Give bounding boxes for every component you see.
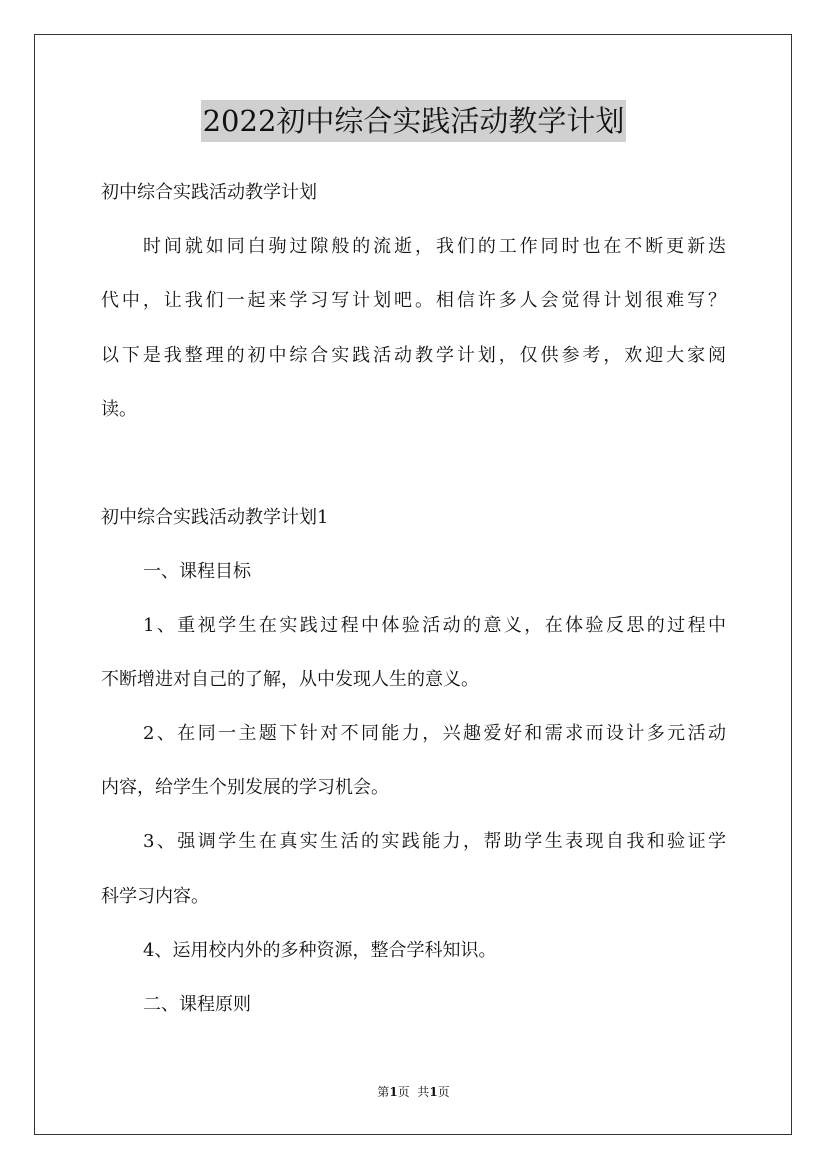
goal-1-line-1: 1、重视学生在实践过程中体验活动的意义，在体验反思的过程中: [143, 615, 726, 636]
goal-2-line-2: 内容，给学生个别发展的学习机会。: [101, 777, 389, 798]
intro-line-1: 时间就如同白驹过隙般的流逝，我们的工作同时也在不断更新迭: [143, 236, 726, 257]
footer-suffix: 页: [437, 1085, 450, 1099]
goal-3-line-2: 科学习内容。: [101, 886, 209, 907]
goal-2-line-1: 2、在同一主题下针对不同能力，兴趣爱好和需求而设计多元活动: [143, 723, 726, 744]
intro-line-2: 代中，让我们一起来学习写计划吧。相信许多人会觉得计划很难写？: [101, 290, 726, 311]
footer-prefix: 第: [377, 1085, 390, 1099]
heading-course-principles: 二、课程原则: [143, 994, 251, 1015]
page-footer: [0, 1084, 827, 1100]
section-heading: 初中综合实践活动教学计划1: [101, 507, 329, 528]
goal-4: 4、运用校内外的多种资源，整合学科知识。: [143, 940, 497, 961]
goal-3-line-1: 3、强调学生在真实生活的实践能力，帮助学生表现自我和验证学: [143, 831, 726, 852]
footer-page-total: 1: [429, 1085, 438, 1099]
document-subtitle: 初中综合实践活动教学计划: [101, 182, 317, 203]
heading-course-goals: 一、课程目标: [143, 561, 251, 582]
goal-1-line-2: 不断增进对自己的了解，从中发现人生的意义。: [101, 669, 479, 690]
title-container: [0, 100, 827, 142]
intro-line-3: 以下是我整理的初中综合实践活动教学计划，仅供参考，欢迎大家阅: [101, 345, 726, 366]
footer-page-number: 1: [389, 1085, 398, 1099]
document-title: 2022初中综合实践活动教学计划: [201, 100, 627, 142]
intro-line-4: 读。: [101, 399, 137, 420]
footer-mid: 页 共: [397, 1085, 430, 1099]
